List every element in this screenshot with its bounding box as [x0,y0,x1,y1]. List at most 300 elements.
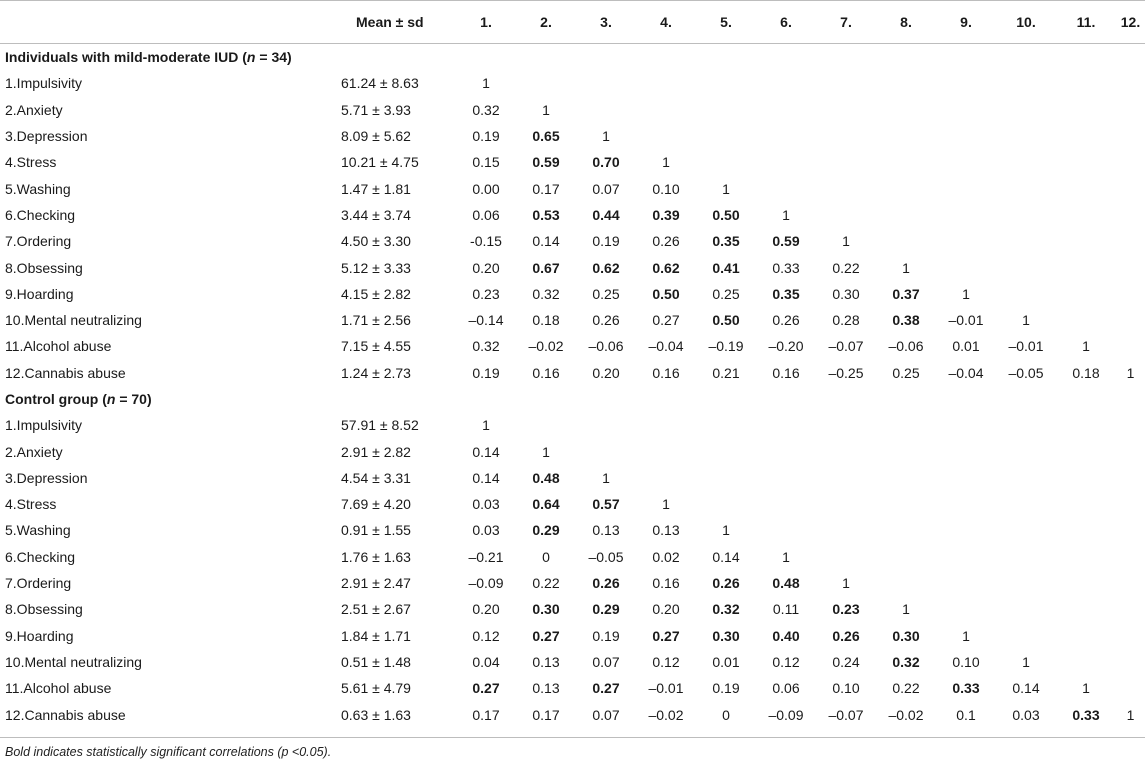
correlation-cell: 0.67 [532,259,560,276]
correlation-cell: 0.03 [472,496,500,513]
empty-cell [1116,465,1145,491]
correlation-cell: 0.48 [532,469,560,486]
empty-cell [636,412,696,438]
table-row [0,675,1145,701]
correlation-cell: 1 [1022,312,1030,329]
empty-cell [1116,123,1145,149]
empty-cell [996,491,1056,517]
empty-cell [1056,123,1116,149]
table-row [0,570,1145,596]
correlation-cell: 1 [962,285,970,302]
empty-cell [996,412,1056,438]
empty-cell [696,97,756,123]
row-mean-sd: 2.51 ± 2.67 [341,601,411,618]
empty-cell [1056,202,1116,228]
correlation-cell: 0.16 [652,575,680,592]
table-body [0,44,1145,728]
empty-cell [1116,491,1145,517]
empty-cell [936,412,996,438]
correlation-cell: 0.13 [532,653,560,670]
empty-cell [1116,254,1145,280]
empty-cell [936,570,996,596]
empty-cell [1116,228,1145,254]
row-variable-label: 5.Washing [5,180,71,197]
correlation-cell: –0.02 [528,338,564,355]
correlation-cell: 0.48 [772,575,800,592]
correlation-cell: 0.07 [592,180,620,197]
correlation-cell: 0.25 [712,285,740,302]
correlation-cell: 0.23 [832,601,860,618]
row-variable-label: 9.Hoarding [5,627,74,644]
header-col-1: 1. [456,1,516,44]
empty-cell [1056,228,1116,254]
empty-cell [516,412,576,438]
correlation-cell: –0.04 [948,364,984,381]
table-row [0,623,1145,649]
correlation-cell: 1 [962,627,970,644]
empty-cell [576,70,636,96]
correlation-cell: 0.11 [772,601,800,618]
correlation-cell: 0 [542,548,550,565]
empty-cell [756,149,816,175]
empty-cell [696,412,756,438]
empty-cell [1116,97,1145,123]
empty-cell [816,175,876,201]
empty-cell [876,544,936,570]
correlation-cell: –0.25 [828,364,864,381]
correlation-cell: –0.07 [828,706,864,723]
correlation-cell: 0.30 [712,627,740,644]
correlation-cell: 0.20 [592,364,620,381]
correlation-cell: 0.17 [472,706,500,723]
empty-cell [1056,623,1116,649]
correlation-cell: –0.20 [768,338,804,355]
empty-cell [996,149,1056,175]
correlation-cell: 1 [602,128,610,145]
group-title-suffix: = 70) [115,391,152,407]
row-mean-sd: 2.91 ± 2.82 [341,443,411,460]
correlation-cell: 0.26 [832,627,860,644]
correlation-cell: 0.17 [532,180,560,197]
correlation-cell: 0.20 [472,601,500,618]
empty-cell [936,438,996,464]
correlation-cell: 0.03 [472,522,500,539]
correlation-cell: –0.21 [468,548,504,565]
empty-cell [696,491,756,517]
empty-cell [1056,149,1116,175]
correlation-cell: 0.12 [772,653,800,670]
header-col-7: 7. [816,1,876,44]
group-header-row [0,386,1145,412]
group-title-prefix: Individuals with mild-moderate IUD ( [5,49,247,66]
empty-cell [936,175,996,201]
row-mean-sd: 1.71 ± 2.56 [341,312,411,329]
empty-cell [1116,412,1145,438]
empty-cell [936,123,996,149]
empty-cell [876,202,936,228]
table-row [0,123,1145,149]
table-row [0,149,1145,175]
correlation-cell: –0.01 [1008,338,1044,355]
empty-cell [876,175,936,201]
empty-cell [936,97,996,123]
correlation-cell: 0.27 [652,312,680,329]
correlation-cell: 0.17 [532,706,560,723]
correlation-cell: 0.19 [472,128,500,145]
empty-cell [1116,281,1145,307]
correlation-cell: 0.38 [892,312,920,329]
correlation-cell: 0.26 [592,575,620,592]
row-variable-label: 9.Hoarding [5,285,74,302]
correlation-cell: –0.06 [888,338,924,355]
empty-cell [1116,596,1145,622]
correlation-cell: 1 [722,180,730,197]
group-title-prefix: Control group ( [5,391,107,407]
empty-cell [1056,649,1116,675]
empty-cell [876,149,936,175]
empty-cell [876,491,936,517]
table-row [0,412,1145,438]
empty-cell [636,465,696,491]
correlation-cell: 0.22 [892,680,920,697]
correlation-cell: 0.07 [592,653,620,670]
row-mean-sd: 7.69 ± 4.20 [341,496,411,513]
table-row [0,360,1145,386]
empty-cell [576,438,636,464]
correlation-cell: 0.16 [532,364,560,381]
correlation-cell: 0.10 [652,180,680,197]
row-mean-sd: 10.21 ± 4.75 [341,154,419,171]
empty-cell [1056,307,1116,333]
empty-cell [756,97,816,123]
empty-cell [996,438,1056,464]
correlation-cell: 0.01 [952,338,980,355]
row-mean-sd: 1.84 ± 1.71 [341,627,411,644]
header-col-9: 9. [936,1,996,44]
empty-cell [876,465,936,491]
correlation-cell: 0.22 [532,575,560,592]
empty-cell [936,491,996,517]
row-variable-label: 3.Depression [5,469,88,486]
empty-cell [1116,438,1145,464]
correlation-cell: 0.30 [892,627,920,644]
table-row [0,202,1145,228]
correlation-cell: 0.35 [772,285,800,302]
correlation-cell: 1 [542,443,550,460]
correlation-cell: 0.20 [472,259,500,276]
row-mean-sd: 57.91 ± 8.52 [341,417,419,434]
empty-cell [1116,570,1145,596]
header-col-3: 3. [576,1,636,44]
correlation-cell: 0.14 [1012,680,1040,697]
group-title-n: n [106,391,116,407]
correlation-cell: 1 [1082,680,1090,697]
row-variable-label: 2.Anxiety [5,443,63,460]
correlation-cell: 0.19 [592,627,620,644]
correlation-cell: 0.26 [772,312,800,329]
correlation-cell: 0 [722,706,730,723]
table-footnote: Bold indicates statistically significant correlations (p <0.05). [5,744,332,759]
empty-cell [576,97,636,123]
header-col-10: 10. [996,1,1056,44]
correlation-cell: 0.18 [1072,364,1100,381]
empty-cell [936,465,996,491]
correlation-cell: 0.33 [952,680,980,697]
correlation-cell: 0.37 [892,285,920,302]
empty-cell [816,544,876,570]
header-col-4: 4. [636,1,696,44]
correlation-cell: 0.14 [532,233,560,250]
empty-cell [1056,544,1116,570]
row-variable-label: 10.Mental neutralizing [5,312,142,329]
empty-cell [516,70,576,96]
empty-cell [996,544,1056,570]
correlation-cell: –0.05 [588,548,624,565]
empty-cell [756,70,816,96]
correlation-cell: 1 [1126,364,1135,381]
empty-cell [936,70,996,96]
correlation-cell: 0.27 [652,627,680,644]
empty-cell [1056,596,1116,622]
correlation-cell: 1 [662,154,670,171]
correlation-cell: 0.59 [772,233,800,250]
correlation-cell: –0.01 [648,680,684,697]
correlation-cell: 0.41 [712,259,740,276]
row-mean-sd: 4.54 ± 3.31 [341,469,411,486]
empty-cell [1116,307,1145,333]
empty-cell [816,97,876,123]
correlation-cell: 0.50 [652,285,680,302]
correlation-cell: 1 [1126,706,1135,723]
correlation-cell: –0.02 [648,706,684,723]
empty-cell [696,123,756,149]
row-mean-sd: 0.63 ± 1.63 [341,706,411,723]
empty-cell [876,228,936,254]
correlation-cell: 0.02 [652,548,680,565]
correlation-cell: 0.06 [772,680,800,697]
row-mean-sd: 3.44 ± 3.74 [341,206,411,223]
empty-cell [636,123,696,149]
empty-cell [1056,570,1116,596]
correlation-cell: 0.13 [592,522,620,539]
correlation-cell: 0.62 [592,259,620,276]
empty-cell [996,202,1056,228]
empty-cell [1056,517,1116,543]
row-variable-label: 8.Obsessing [5,259,83,276]
correlation-cell: 0.35 [712,233,740,250]
empty-cell [996,175,1056,201]
empty-cell [936,228,996,254]
correlation-cell: 0.32 [532,285,560,302]
table-row [0,97,1145,123]
empty-cell [996,570,1056,596]
correlation-cell: 1 [842,575,850,592]
correlation-cell: 0.1 [956,706,976,723]
correlation-cell: 0.22 [832,259,860,276]
correlation-cell: 0.14 [712,548,740,565]
empty-cell [816,412,876,438]
correlation-cell: 0.27 [592,680,620,697]
empty-cell [1116,149,1145,175]
header-col-5: 5. [696,1,756,44]
correlation-cell: 0.18 [532,312,560,329]
header-col-8: 8. [876,1,936,44]
correlation-cell: 0.14 [472,443,500,460]
correlation-cell: 1 [602,469,610,486]
empty-cell [1116,675,1145,701]
correlation-cell: –0.09 [768,706,804,723]
empty-cell [936,254,996,280]
table-row [0,701,1145,727]
correlation-cell: 0.50 [712,312,740,329]
row-variable-label: 7.Ordering [5,575,72,592]
empty-cell [696,438,756,464]
correlation-cell: 0.27 [532,627,560,644]
correlation-cell: 1 [662,496,670,513]
correlation-cell: 0.12 [652,653,680,670]
empty-cell [816,70,876,96]
correlation-cell: 0.53 [532,206,560,223]
empty-cell [636,70,696,96]
empty-cell [1056,70,1116,96]
empty-cell [876,123,936,149]
correlation-cell: 0.19 [712,680,740,697]
row-variable-label: 11.Alcohol abuse [5,338,112,355]
empty-cell [756,412,816,438]
correlation-cell: –0.07 [828,338,864,355]
empty-cell [696,149,756,175]
correlation-cell: 0.32 [472,101,500,118]
empty-cell [996,123,1056,149]
row-mean-sd: 0.51 ± 1.48 [341,653,411,670]
row-variable-label: 12.Cannabis abuse [5,706,126,723]
row-variable-label: 11.Alcohol abuse [5,680,112,697]
header-label-cell [0,1,340,44]
empty-cell [756,491,816,517]
table-row [0,649,1145,675]
row-variable-label: 2.Anxiety [5,101,63,118]
correlation-cell: 0.33 [1072,706,1100,723]
table-row [0,544,1145,570]
correlation-cell: 0.26 [592,312,620,329]
group-title-suffix: = 34) [255,49,292,66]
header-col-2: 2. [516,1,576,44]
table-row [0,491,1145,517]
empty-cell [996,70,1056,96]
correlation-cell: 0.15 [472,154,500,171]
empty-cell [936,517,996,543]
header-col-11: 11. [1056,1,1116,44]
table-row [0,596,1145,622]
row-variable-label: 10.Mental neutralizing [5,653,142,670]
row-mean-sd: 1.76 ± 1.63 [341,548,411,565]
row-mean-sd: 2.91 ± 2.47 [341,575,411,592]
correlation-cell: 0.21 [712,364,740,381]
row-variable-label: 6.Checking [5,548,76,565]
correlation-cell: 0.39 [652,206,680,223]
correlation-cell: 0.16 [772,364,800,381]
empty-cell [1056,281,1116,307]
correlation-cell: 0.59 [532,154,560,171]
correlation-cell: 0.29 [592,601,620,618]
empty-cell [876,70,936,96]
table-row [0,517,1145,543]
empty-cell [1056,491,1116,517]
correlation-cell: –0.14 [468,312,504,329]
correlation-cell: 1 [902,259,910,276]
row-mean-sd: 61.24 ± 8.63 [341,75,419,92]
empty-cell [1116,623,1145,649]
group-title [0,44,1145,71]
empty-cell [936,596,996,622]
empty-cell [1116,202,1145,228]
correlation-cell: 0.32 [892,653,920,670]
correlation-cell: 0.19 [592,233,620,250]
correlation-cell: 1 [842,233,850,250]
correlation-cell: 0.07 [592,706,620,723]
row-mean-sd: 1.47 ± 1.81 [341,180,411,197]
empty-cell [1056,254,1116,280]
table-row [0,465,1145,491]
correlation-cell: 0.00 [472,180,500,197]
correlation-cell: 0.04 [472,653,500,670]
row-variable-label: 1.Impulsivity [5,75,83,92]
row-variable-label: 7.Ordering [5,233,72,250]
correlation-cell: 0.12 [472,627,500,644]
empty-cell [1056,175,1116,201]
empty-cell [996,596,1056,622]
correlation-cell: 0.26 [652,233,680,250]
correlation-cell: 0.62 [652,259,680,276]
correlation-cell: 0.64 [532,496,560,513]
correlation-cell: 0.29 [532,522,560,539]
correlation-cell: 0.03 [1012,706,1040,723]
row-variable-label: 6.Checking [5,206,76,223]
row-variable-label: 4.Stress [5,154,57,171]
correlation-cell: 0.30 [532,601,560,618]
correlation-cell: –0.02 [888,706,924,723]
row-mean-sd: 0.91 ± 1.55 [341,522,411,539]
correlation-cell: 0.23 [472,285,500,302]
empty-cell [996,623,1056,649]
empty-cell [816,438,876,464]
correlation-cell: 1 [542,101,550,118]
empty-cell [636,97,696,123]
table-row [0,70,1145,96]
correlation-cell: 0.32 [472,338,500,355]
header-col-12: 12. [1116,1,1145,44]
correlation-cell: 0.40 [772,627,800,644]
correlation-cell: –0.01 [948,312,984,329]
correlation-cell: 1 [722,522,730,539]
correlation-cell: 0.27 [472,680,500,697]
correlation-cell: 0.01 [712,653,740,670]
correlation-cell: 0.10 [952,653,980,670]
row-variable-label: 8.Obsessing [5,601,83,618]
correlation-cell: 0.65 [532,128,560,145]
empty-cell [756,175,816,201]
row-mean-sd: 5.71 ± 3.93 [341,101,411,118]
row-mean-sd: 5.12 ± 3.33 [341,259,411,276]
empty-cell [576,412,636,438]
row-mean-sd: 8.09 ± 5.62 [341,128,411,145]
empty-cell [756,465,816,491]
empty-cell [876,570,936,596]
empty-cell [876,97,936,123]
correlation-cell: 0.13 [652,522,680,539]
empty-cell [1056,465,1116,491]
empty-cell [696,465,756,491]
